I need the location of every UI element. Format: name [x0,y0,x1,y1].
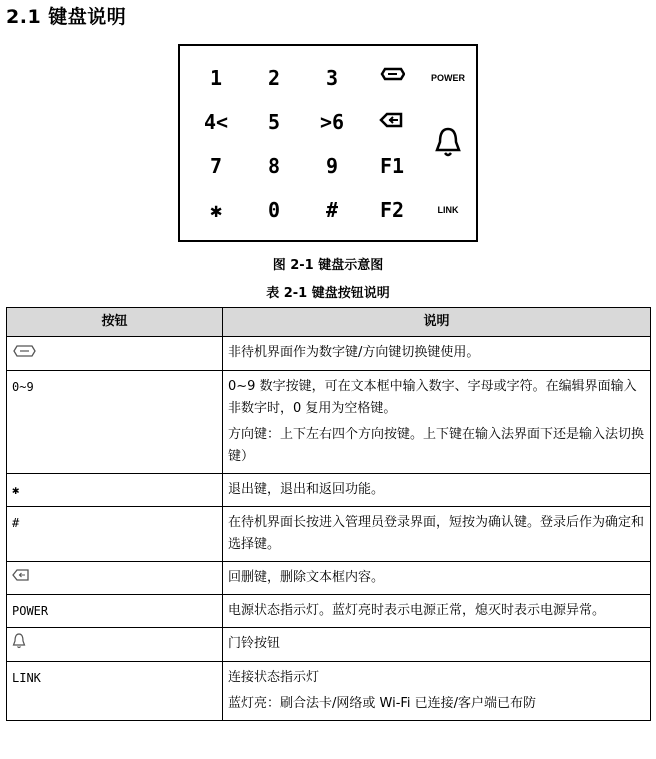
table-row [7,561,651,595]
key-1: 1 [209,66,223,90]
key-6 [312,110,352,134]
key-4-arrow: < [216,110,229,134]
row-description [223,561,651,595]
description-line: 回删键，删除文本框内容。 [228,569,385,585]
description-line: 方向键：上下左右四个方向按键。上下键在输入法界面下还是输入法切换键） [228,426,645,464]
switch-icon [372,66,412,90]
table-row [7,337,651,371]
description-line: 非待机界面作为数字键/方向键切换键使用。 [228,345,480,360]
row-key-cell [7,628,223,662]
key-0: 0 [267,198,281,222]
header-button: 按钮 [7,308,223,337]
row-description [223,473,651,506]
switch-icon [12,343,36,365]
row-description [223,370,651,473]
description-line: 0~9 数字按键，可在文本框中输入数字、字母或字符。在编辑界面输入非数字时，0 复用为空格键。 [228,378,637,416]
key-3: 3 [325,66,339,90]
table-caption: 表 2-1 键盘按钮说明 [266,286,390,301]
description-line: 蓝灯亮：刷合法卡/网络或 Wi-Fi 已连接/客户端已布防 [228,696,537,711]
key-star: ✱ [209,198,223,222]
key-6-arrow: > [319,110,332,134]
table-row [7,662,651,721]
row-key-cell: 0~9 [7,370,223,473]
table-header-row [7,308,651,337]
key-table [6,307,651,721]
table-row [7,628,651,662]
row-description [223,337,651,371]
hash-icon: # [12,515,20,530]
key-2-digit: 2 [267,66,281,90]
key-f1: F1 [379,154,405,178]
bell-icon [12,633,26,656]
row-key-cell: POWER [7,595,223,628]
table-row [7,595,651,628]
link-indicator: LINK [437,205,459,215]
description-line: 退出键，退出和返回功能。 [228,481,385,497]
row-description [223,628,651,662]
section-title: 2.1 键盘说明 [6,6,127,28]
key-f2: F2 [379,198,405,222]
key-8: 8 [267,154,281,178]
table-row [7,506,651,561]
table-row [7,473,651,506]
description-line: 连接状态指示灯 [228,670,320,685]
keypad-diagram [178,44,478,242]
row-key-cell: LINK [7,662,223,721]
key-5: 5 [267,110,281,134]
row-description [223,595,651,628]
description-line: 门铃按钮 [228,636,281,651]
bell-icon [426,126,470,162]
figure-caption: 图 2-1 键盘示意图 [272,258,384,273]
row-description [223,662,651,721]
key-4 [196,110,236,134]
key-7: 7 [209,154,223,178]
key-hash: # [325,198,339,222]
key-4-digit: 4 [203,110,216,134]
row-key-cell [7,506,223,561]
key-2 [254,66,294,90]
row-key-cell [7,473,223,506]
star-icon: ✱ [12,482,20,497]
power-indicator: POWER [430,73,465,83]
row-key-cell [7,337,223,371]
key-6-digit: 6 [332,110,345,134]
description-line: 在待机界面长按进入管理员登录界面，短按为确认键。登录后作为确定和选择键。 [228,514,645,552]
header-description: 说明 [223,308,651,337]
description-line: 电源状态指示灯。蓝灯亮时表示电源正常，熄灭时表示电源异常。 [228,603,606,618]
backspace-icon [12,567,30,589]
key-9: 9 [325,154,339,178]
table-row [7,370,651,473]
row-key-cell [7,561,223,595]
row-description [223,506,651,561]
backspace-icon [372,110,412,134]
